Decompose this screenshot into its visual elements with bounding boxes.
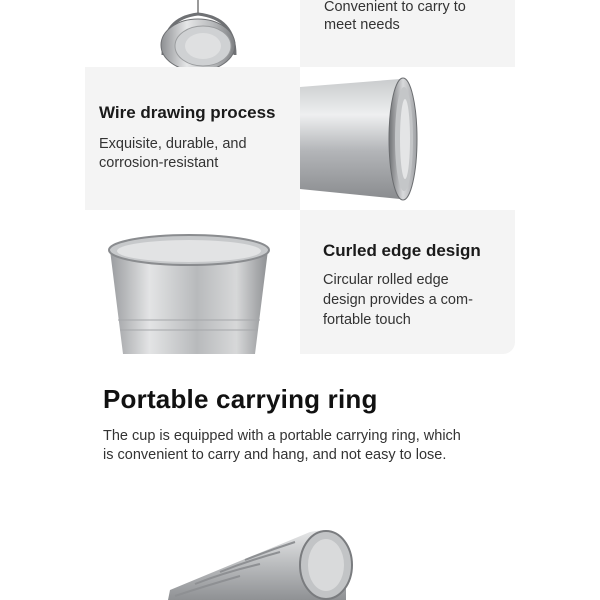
top-feature-panel <box>300 0 515 67</box>
collapsible-cup-panel <box>150 520 370 600</box>
curled-edge-title: Curled edge design <box>323 241 481 260</box>
wire-drawing-panel <box>85 67 300 210</box>
section-desc-2: is convenient to carry and hang, and not easy to lose. <box>103 447 447 463</box>
hanging-cup-panel <box>85 0 300 67</box>
cup-side-image <box>300 67 515 210</box>
section-title: Portable carrying ring <box>103 384 378 414</box>
cup-rim-panel <box>85 210 300 354</box>
cup-rim-image <box>85 210 300 354</box>
top-feature-desc-1: Convenient to carry to <box>324 0 466 15</box>
curled-edge-panel <box>300 210 515 354</box>
collapsible-cup-image <box>150 520 370 600</box>
wire-drawing-title: Wire drawing process <box>99 103 276 122</box>
wire-drawing-desc-1: Exquisite, durable, and <box>99 136 247 152</box>
curled-edge-desc-1: Circular rolled edge <box>323 272 449 288</box>
hanging-cup-image <box>85 0 300 67</box>
curled-edge-desc-2: design provides a com- <box>323 292 473 308</box>
curled-edge-desc-3: fortable touch <box>323 312 411 328</box>
cup-side-panel <box>300 67 515 210</box>
wire-drawing-desc-2: corrosion-resistant <box>99 155 219 171</box>
section-desc-1: The cup is equipped with a portable carrying ring, which <box>103 428 461 444</box>
top-feature-desc-2: meet needs <box>324 17 400 33</box>
